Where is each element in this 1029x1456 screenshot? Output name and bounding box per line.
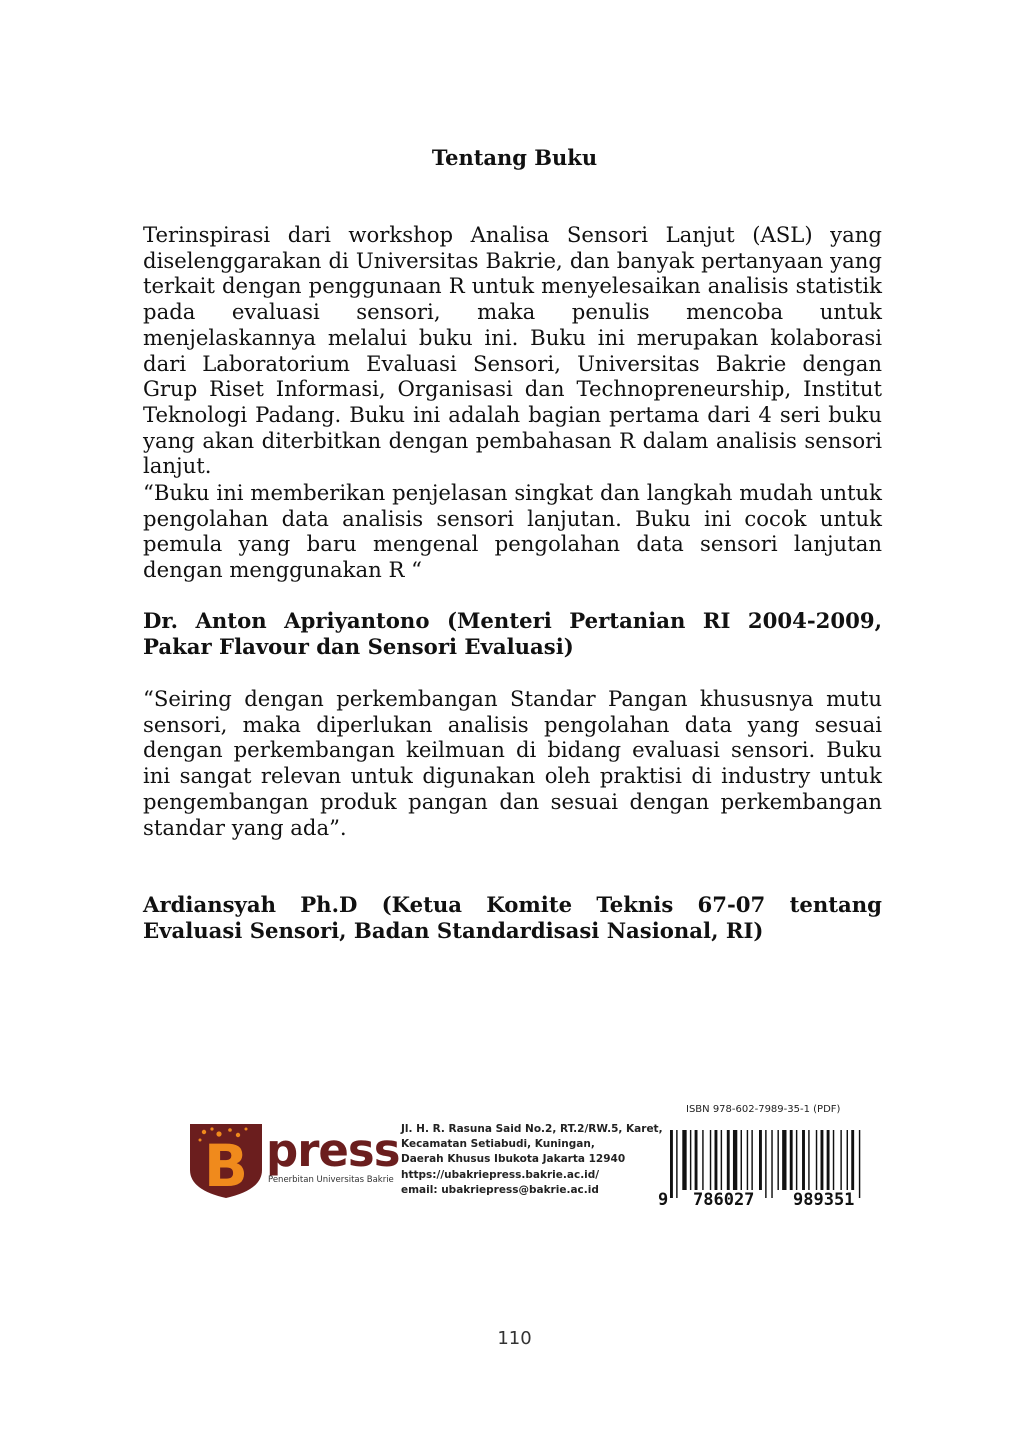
address-line: Jl. H. R. Rasuna Said No.2, RT.2/RW.5, Karet, [401,1123,663,1135]
logo-letter: B [203,1132,249,1200]
testimonial-quote-1: “Buku ini memberikan penjelasan singkat dan langkah mudah untuk pengolahan data analisis sensori lanjutan. Buku ini cocok untuk pemula yang baru mengenal pengolahan data sensori lanjutan dengan menggunakan R “ [143,480,882,583]
publisher-logo [186,1120,400,1200]
barcode-digits-last: 989351 [793,1190,855,1210]
logo-tagline: Penerbitan Universitas Bakrie [268,1175,394,1185]
barcode-digits-middle: 786027 [693,1190,755,1210]
testimonial-author-1: Dr. Anton Apriyantono (Menteri Pertanian RI 2004-2009, Pakar Flavour dan Sensori Evaluasi) [143,608,882,659]
intro-paragraph: Terinspirasi dari workshop Analisa Sensori Lanjut (ASL) yang diselenggarakan di Universitas Bakrie, dan banyak pertanyaan yang terkait dengan penggunaan R untuk menyelesaikan analisis statistik pada evaluasi sensori, maka penulis mencoba untuk menjelaskannya melalui buku ini. Buku ini merupakan kolaborasi dari Laboratorium Evaluasi Sensori, Universitas Bakrie dengan Grup Riset Informasi, Organisasi dan Technopreneurship, Institut Teknologi Padang. Buku ini adalah bagian pertama dari 4 seri buku yang akan diterbitkan dengan pembahasan R dalam analisis sensori lanjut. [143,222,882,479]
page-title: Tentang Buku [431,145,598,170]
logo-wordmark: press [266,1124,400,1177]
barcode-digit-first: 9 [658,1190,669,1210]
isbn-label: ISBN 978-602-7989-35-1 (PDF) [686,1104,841,1115]
address-line: Daerah Khusus Ibukota Jakarta 12940 [401,1153,626,1166]
testimonial-quote-2: “Seiring dengan perkembangan Standar Pangan khususnya mutu sensori, maka diperlukan analisis pengolahan data yang sesuai dengan perkembangan keilmuan di bidang evaluasi sensori. Buku ini sangat relevan untuk digunakan oleh praktisi di industry untuk pengembangan produk pangan dan sesuai dengan perkembangan standar yang ada”. [143,686,882,840]
publisher-address [401,1122,663,1198]
barcode-icon [668,1130,880,1198]
publisher-email: email: ubakriepress@bakrie.ac.id [401,1183,599,1196]
testimonial-author-2: Ardiansyah Ph.D (Ketua Komite Teknis 67-07 tentang Evaluasi Sensori, Badan Standardisasi Nasional, RI) [143,892,882,943]
page-number: 110 [497,1328,532,1349]
logo-shield-icon [186,1120,266,1200]
publisher-website: https://ubakriepress.bakrie.ac.id/ [401,1168,600,1181]
address-line: Kecamatan Setiabudi, Kuningan, [401,1138,595,1151]
